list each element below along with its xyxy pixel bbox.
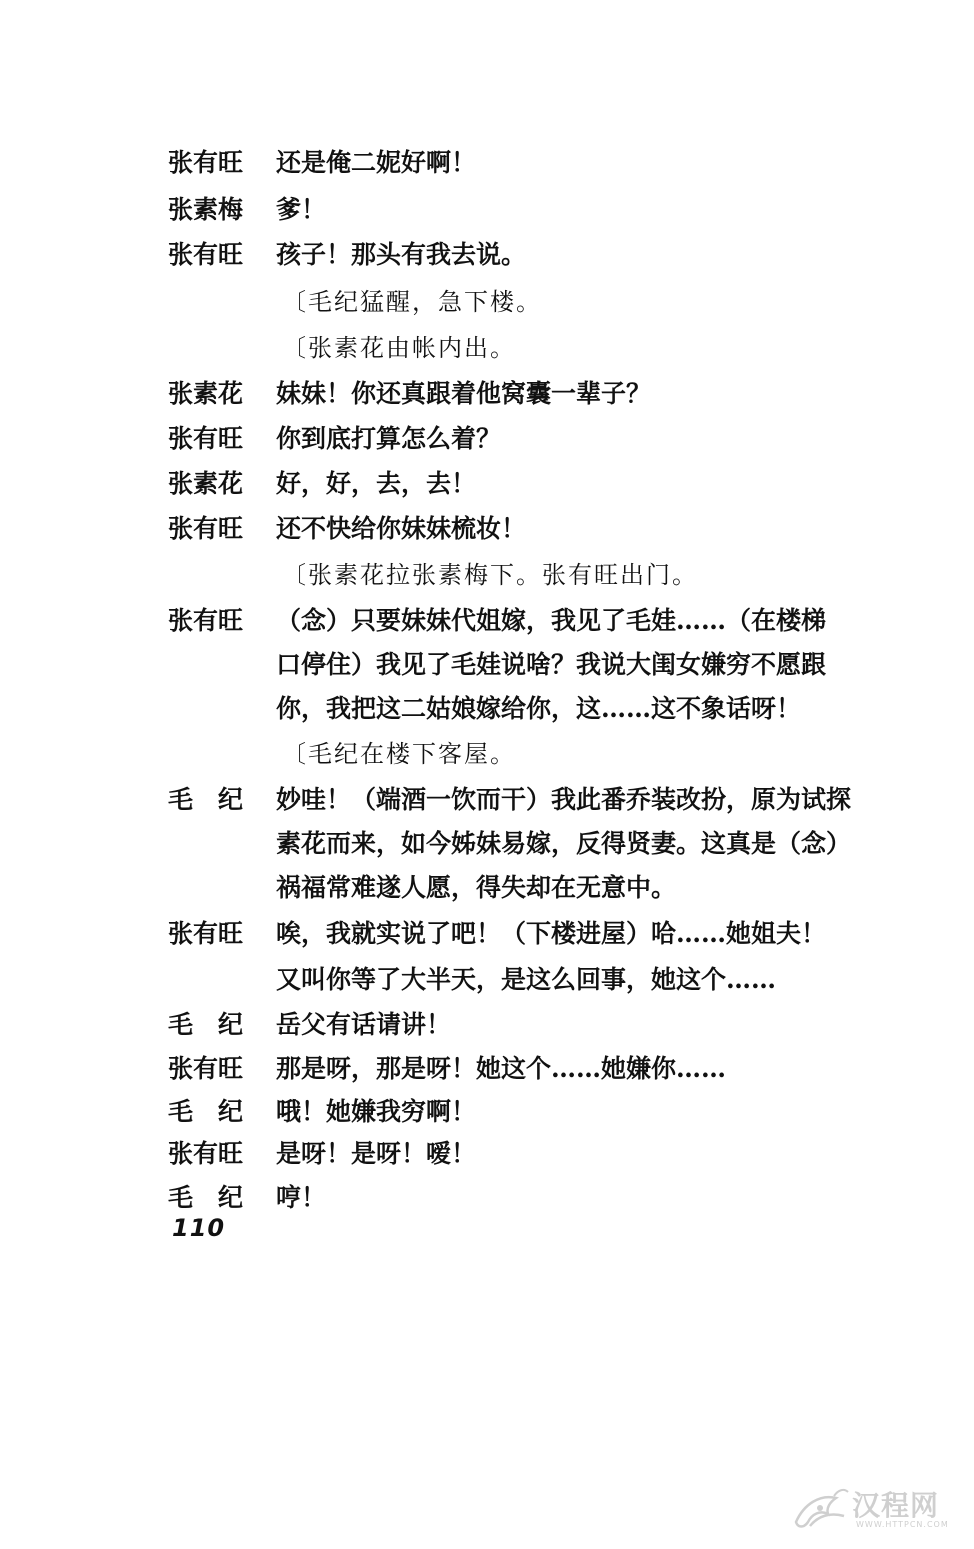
speaker-name: 张有旺: [168, 606, 244, 635]
direction-text: 〔张素花拉张素梅下。张有旺出门。: [282, 561, 698, 589]
speech-text: 你，我把这二姑娘嫁给你，这……这不象话呀！: [276, 694, 802, 723]
speaker-name: 毛 纪: [168, 1183, 244, 1212]
speaker-name: 张有旺: [168, 514, 244, 543]
dialogue-line: [0, 1132, 974, 1176]
speech-text: 那是呀，那是呀！她这个……她嫌你……: [276, 1054, 727, 1083]
speech-text: 是呀！是呀！嗳！: [276, 1139, 477, 1168]
speech-text: 还不快给你妹妹梳妆！: [276, 514, 527, 543]
speaker-name: 张有旺: [168, 1139, 244, 1168]
direction-text: 〔张素花由帐内出。: [282, 334, 516, 362]
dialogue-line: [0, 1090, 974, 1134]
speech-text: （念）只要妹妹代姐嫁，我见了毛娃……（在楼梯: [276, 606, 827, 635]
stage-direction: [0, 553, 974, 597]
dialogue-line: [0, 599, 974, 643]
speech-continuation: [0, 822, 974, 866]
speaker-name: 张素花: [168, 379, 244, 408]
speech-text: 口停住）我见了毛娃说啥？我说大闺女嫌穷不愿跟: [276, 650, 827, 679]
speech-text: 妹妹！你还真跟着他窝囊一辈子？: [276, 379, 652, 408]
speech-text: 爹！: [276, 195, 327, 224]
speaker-name: 张有旺: [168, 424, 244, 453]
speech-continuation: [0, 687, 974, 731]
dialogue-line: [0, 417, 974, 461]
dialogue-line: [0, 912, 974, 956]
dialogue-line: [0, 1003, 974, 1047]
speaker-name: 张有旺: [168, 919, 244, 948]
watermark-brand: 汉程网: [852, 1489, 940, 1522]
dialogue-line: [0, 507, 974, 551]
speech-continuation: [0, 958, 974, 1002]
speech-text: 唉，我就实说了吧！（下楼进屋）哈……她姐夫！: [276, 919, 827, 948]
direction-text: 〔毛纪猛醒，急下楼。: [282, 288, 542, 316]
stage-direction: [0, 732, 974, 776]
direction-text: 〔毛纪在楼下客屋。: [282, 740, 516, 768]
speech-text: 祸福常难遂人愿，得失却在无意中。: [276, 873, 677, 902]
dialogue-line: [0, 778, 974, 822]
speech-text: 岳父有话请讲！: [276, 1010, 452, 1039]
dialogue-line: [0, 188, 974, 232]
speech-text: 好，好，去，去！: [276, 469, 477, 498]
horse-logo-icon: [790, 1482, 854, 1536]
dialogue-line: [0, 462, 974, 506]
dialogue-line: [0, 1047, 974, 1091]
speaker-name: 张有旺: [168, 1054, 244, 1083]
speech-text: 你到底打算怎么着？: [276, 424, 502, 453]
speech-text: 孩子！那头有我去说。: [276, 240, 527, 269]
speech-text: 哦！她嫌我穷啊！: [276, 1097, 477, 1126]
speech-text: 素花而来，如今姊妹易嫁，反得贤妻。这真是（念）: [276, 829, 852, 858]
dialogue-line: [0, 141, 974, 185]
stage-direction: [0, 326, 974, 370]
dialogue-line: [0, 372, 974, 416]
speaker-name: 张素花: [168, 469, 244, 498]
speaker-name: 张有旺: [168, 240, 244, 269]
speech-text: 哼！: [276, 1183, 327, 1212]
speech-continuation: [0, 866, 974, 910]
speaker-name: 毛 纪: [168, 785, 244, 814]
speaker-name: 张素梅: [168, 195, 244, 224]
speech-continuation: [0, 643, 974, 687]
stage-direction: [0, 280, 974, 324]
speech-text: 妙哇！（端酒一饮而干）我此番乔装改扮，原为试探: [276, 785, 852, 814]
watermark: [790, 1482, 960, 1536]
speech-text: 又叫你等了大半天，是这么回事，她这个……: [276, 965, 777, 994]
watermark-url: WWW.HTTPCN.COM: [856, 1520, 949, 1529]
speaker-name: 毛 纪: [168, 1097, 244, 1126]
speaker-name: 毛 纪: [168, 1010, 244, 1039]
speaker-name: 张有旺: [168, 148, 244, 177]
dialogue-line: [0, 233, 974, 277]
speech-text: 还是俺二妮好啊！: [276, 148, 477, 177]
page-number: 110: [172, 1214, 226, 1242]
dialogue-line: [0, 1176, 974, 1220]
